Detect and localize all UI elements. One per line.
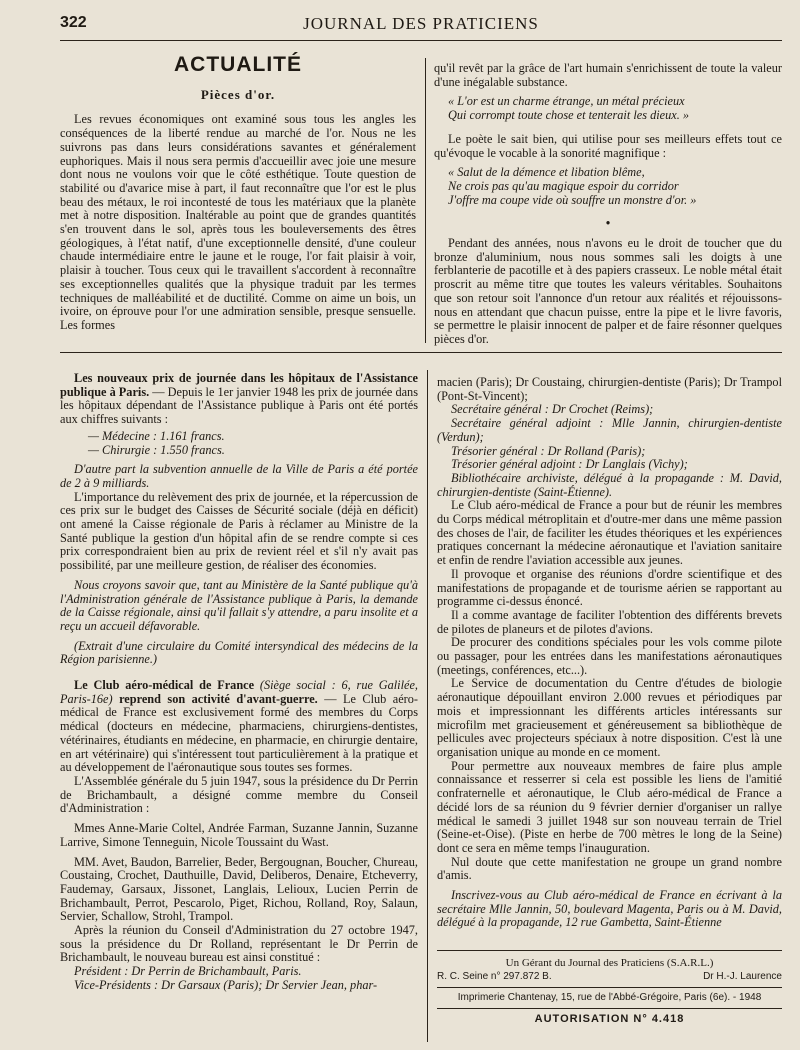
club-article — [60, 679, 418, 775]
club-provoque: Il provoque et organise des réunions d'ordre scientifique et des manifestations de propagande et de tourisme aérien se rapportant au programme ci-dessus énoncé. — [437, 566, 782, 609]
prix-text: — Depuis le 1er janvier 1948 les prix de journée dans les hôpitaux dépendant de l'Assistance publique à Paris ont été portés aux chiffres suivants : — [60, 384, 418, 427]
price-medecine: — Médecine : 1.161 francs. — [88, 428, 225, 443]
tresorier-adjoint: Trésorier général adjoint : Dr Langlais (Vichy); — [451, 457, 688, 472]
actualite-intro: qu'il revêt par la grâce de l'art humain s'enrichissent de toute la valeur d'une inégalable substance. — [434, 61, 782, 89]
footer-inner-rule-2 — [437, 1008, 782, 1009]
croyons: Nous croyons savoir que, tant au Ministère de la Santé publique qu'à l'Administration générale de l'Assistance publique à Paris, la demande de la Caisse régionale, ainsi qu'il fallait s'y attendre, a paru insolite et a reçu un accueil défavorable. — [60, 577, 418, 633]
actualite-right-column — [434, 62, 782, 347]
club-but: Le Club aéro-médical de France a pour but de réunir les membres du Corps médical métroplitain et d'outre-mer dans une même passion des choses de l'air, de faciliter les études théoriques et les expériences pratiques concernant la médecine aéronautique et l'aviation sanitaire et enfin de rendre l'aviation accessible aux jeunes. — [437, 498, 782, 568]
column-divider-top — [425, 58, 426, 343]
vice-presidents: Vice-Présidents : Dr Garsaux (Paris); Dr Servier Jean, phar- — [74, 977, 378, 992]
page-header — [60, 14, 782, 38]
bibliothecaire: Bibliothécaire archiviste, délégué à la propagande : M. David, chirurgien-dentiste (Saint-Étienne). — [437, 470, 782, 499]
rc-line — [437, 970, 782, 984]
verse-line: « Salut de la démence et libation blême, — [448, 165, 645, 180]
journal-title: JOURNAL DES PRATICIENS — [303, 14, 539, 33]
club-procurer: De procurer des conditions spéciales pour les vols comme pilote ou passager, pour les entrées dans les manifestations aéronautiques (meetings, conférences, etc...). — [437, 635, 782, 677]
tresorier: Trésorier général : Dr Rolland (Paris); — [451, 443, 646, 458]
club-title-2: reprend son activité d'avant-guerre. — [119, 691, 318, 706]
verse-line: « L'or est un charme étrange, un métal précieux — [448, 94, 685, 109]
section-rule — [60, 352, 782, 353]
club-title: Le Club aéro-médical de France — [74, 678, 255, 693]
verse-line: Ne crois pas qu'au magique espoir du corridor — [448, 178, 679, 193]
column-divider-bottom — [427, 370, 428, 1042]
gerant-name: Dr H.-J. Laurence — [703, 971, 782, 982]
members-mm: MM. Avet, Baudon, Barrelier, Beder, Bergougnan, Boucher, Chureau, Coustaing, Crochet, Dauthuille, David, Deliberos, Denaire, Etcheverry, Faudemay, Garsaux, Jissonet, Langlais, Lelioux, Lucien Perrin de Brichambault, Perrot, Pescarolo, Piget, Richou, Rolland, Roy, Salaun, Servier, Schallow, Strohl, Trampol. — [60, 854, 418, 924]
price-chirurgie: — Chirurgie : 1.550 francs. — [88, 442, 225, 457]
secretaire: Secrétaire général : Dr Crochet (Reims); — [451, 402, 654, 417]
club-siege: (Siège social : 6, rue Galilée, Paris-16e) — [60, 678, 418, 706]
actualite-title: ACTUALITÉ — [174, 53, 302, 76]
actualite-paragraph: Les revues économiques ont examiné sous tous les angles les conséquences de la liberté rendue au marché de l'or. Nous ne les suivrons pas dans leurs considérations savantes et généralement euphoriques. Mais il nous sera permis d'accueillir avec joie une mesure dont nous ne voulons voir que le côté esthétique. Toute question de stabilité ou d'avarice mise à part, il faut reconnaître que l'or est le plus beau des métaux, le roi incontesté de tous les matériaux que la planète met à notre disposition. Inaltérable au point que de grandes quantités s'en trouvent dans le sol, après tous les bouleversements des êtres géologiques, à l'état natif, d'une exceptionnelle densité, d'une couleur chaude intermédiaire entre le jaune et le rouge, l'or fait plaisir à voir, plaisir à toucher. Tous ceux qui le travaillent s'accordent à reconnaître ses exceptionnelles qualités que la physique traduit par les termes techniques de malléabilité et de ductilité. Comme on aime un bois, un ivoire, on éprouve pour l'or une admiration sensible, presque sensuelle. Les formes — [60, 112, 416, 332]
releve: L'importance du relèvement des prix de journée, et la répercussion de ces prix sur le budget des Caisses de Sécurité sociale (déjà en déficit) ont amené la Caisse régionale de Paris à réclamer au Ministre de la Santé publique la gestion d'un hôpital afin de se rendre compte si ces prix correspondraient bien au prix de revient réel et s'il n'y avait pas possibilité, par une meilleure gestion, de réaliser des économies. — [60, 489, 418, 573]
actualite-para3: Pendant des années, nous n'avons eu le droit de toucher que du bronze d'aluminium, nous nous sommes sali les doigts à une ferblanterie de pacotille et à des papiers crasseux. Le noble métal était proscrit au même titre que toutes les valeurs véritables. Souhaitons que son retour soit l'annonce d'un retour aux réalités et réjouissons-nous en attendant que chacun puisse, entre la pipe et le livre favoris, se permettre le plaisir innocent de palper et de faire résonner quelques pièces d'or. — [434, 236, 782, 346]
secretaire-adjoint: Secrétaire général adjoint : Mlle Jannin, chirurgien-dentiste (Verdun); — [437, 416, 782, 444]
club-text: — Le Club aéro-médical de France est exclusivement formé des membres du Corps médical (docteurs en médecine, pharmaciens, chirurgiens-dentistes, vétérinaires, étudiants en médecine, en pharmacie, en chirurgie dentaire, en art vétérinaire) qui s'intéressent tout particulièrement à la pratique et au développement de l'aéronautique sous toutes ses formes. — [60, 691, 419, 775]
news-right-column — [437, 376, 782, 930]
quote-verse-2 — [434, 166, 782, 207]
imprimerie-line: Imprimerie Chantenay, 15, rue de l'Abbé-Grégoire, Paris (6e). - 1948 — [457, 992, 762, 1003]
quote-verse-1 — [434, 95, 782, 122]
extrait: (Extrait d'une circulaire du Comité intersyndical des médecins de la Région parisienne.) — [60, 638, 418, 667]
bureau-continued: macien (Paris); Dr Coustaing, chirurgien-dentiste (Paris); Dr Trampol (Pont-St-Vincent); — [437, 375, 782, 403]
actualite-subtitle: Pièces d'or. — [200, 86, 276, 102]
imprint-footer — [437, 956, 782, 1026]
prix-article — [60, 372, 418, 427]
rc-number: R. C. Seine n° 297.872 B. — [437, 971, 552, 982]
president: Président : Dr Perrin de Brichambault, Paris. — [74, 964, 302, 979]
club-avantage: Il a comme avantage de faciliter l'obtention des différents brevets de pilotes de planeurs et de pilotes d'avions. — [437, 607, 782, 636]
club-nul: Nul doute que cette manifestation ne groupe un grand nombre d'amis. — [437, 854, 782, 883]
page-number: 322 — [60, 14, 87, 31]
news-left-column — [60, 372, 418, 993]
footer-inner-rule — [437, 987, 782, 988]
apres: Après la réunion du Conseil d'Administration du 27 octobre 1947, sous la présidence du Dr Rolland, représentant le Dr Perrin de Brichambault, le nouveau bureau est ainsi constitué : — [60, 923, 418, 965]
club-inscrivez: Inscrivez-vous au Club aéro-médical de France en écrivant à la secrétaire Mlle Jannin, 50, boulevard Magenta, Paris ou à M. David, délégué à la propagande, 12 rue Gambetta, Saint-Étienne — [437, 888, 782, 930]
prix-title: Les nouveaux prix de journée dans les hôpitaux de l'Assistance publique à Paris. — [60, 371, 418, 399]
footer-rule — [437, 950, 782, 951]
subvention: D'autre part la subvention annuelle de la Ville de Paris a été portée de 2 à 9 milliards. — [60, 462, 418, 490]
assemblee: L'Assemblée générale du 5 juin 1947, sous la présidence du Dr Perrin de Brichambault, a désigné comme membre du Conseil d'Administration : — [60, 773, 418, 816]
club-service: Le Service de documentation du Centre d'études de biologie aéronautique dépouillant environ 2.000 revues et périodiques par mois et impressionnant les différents articles intéressants sur microfilm met gracieusement et généreusement sa bibliothèque de pellicules avec projecteurs spéciaux à notre disposition. C'est là une organisation unique au monde en ce moment. — [437, 676, 782, 759]
actualite-left-column — [60, 53, 416, 333]
verse-line: J'offre ma coupe vide où souffre un monstre d'or. » — [448, 192, 697, 207]
separator-dot: • — [605, 216, 611, 231]
gerant-line: Un Gérant du Journal des Praticiens (S.A.R.L.) — [505, 957, 714, 969]
autorisation-line: AUTORISATION N° 4.418 — [534, 1013, 685, 1025]
header-rule — [60, 40, 782, 41]
club-permettre: Pour permettre aux nouveaux membres de faire plus ample connaissance et resserrer si cela est possible les liens de l'amitié confraternelle et aéronautique, le Club aéro-médical de France a décidé lors de sa réunion du 9 février dernier d'organiser un rallye médical le samedi 3 juillet 1948 sur son nouveau terrain de Triel (Seine-et-Oise). (Piste en herbe de 700 mètres le long de la Seine) dont ce sera en même temps l'inauguration. — [437, 758, 782, 855]
members-mmes: Mmes Anne-Marie Coltel, Andrée Farman, Suzanne Jannin, Suzanne Larrive, Simone Tenneguin, Nicole Toussaint du Wast. — [60, 821, 418, 849]
verse-line: Qui corrompt toute chose et tenterait les dieux. » — [448, 108, 689, 123]
actualite-para2: Le poète le sait bien, qui utilise pour ses meilleurs effets tout ce qu'évoque le vocable à la sonorité magnifique : — [434, 131, 782, 160]
